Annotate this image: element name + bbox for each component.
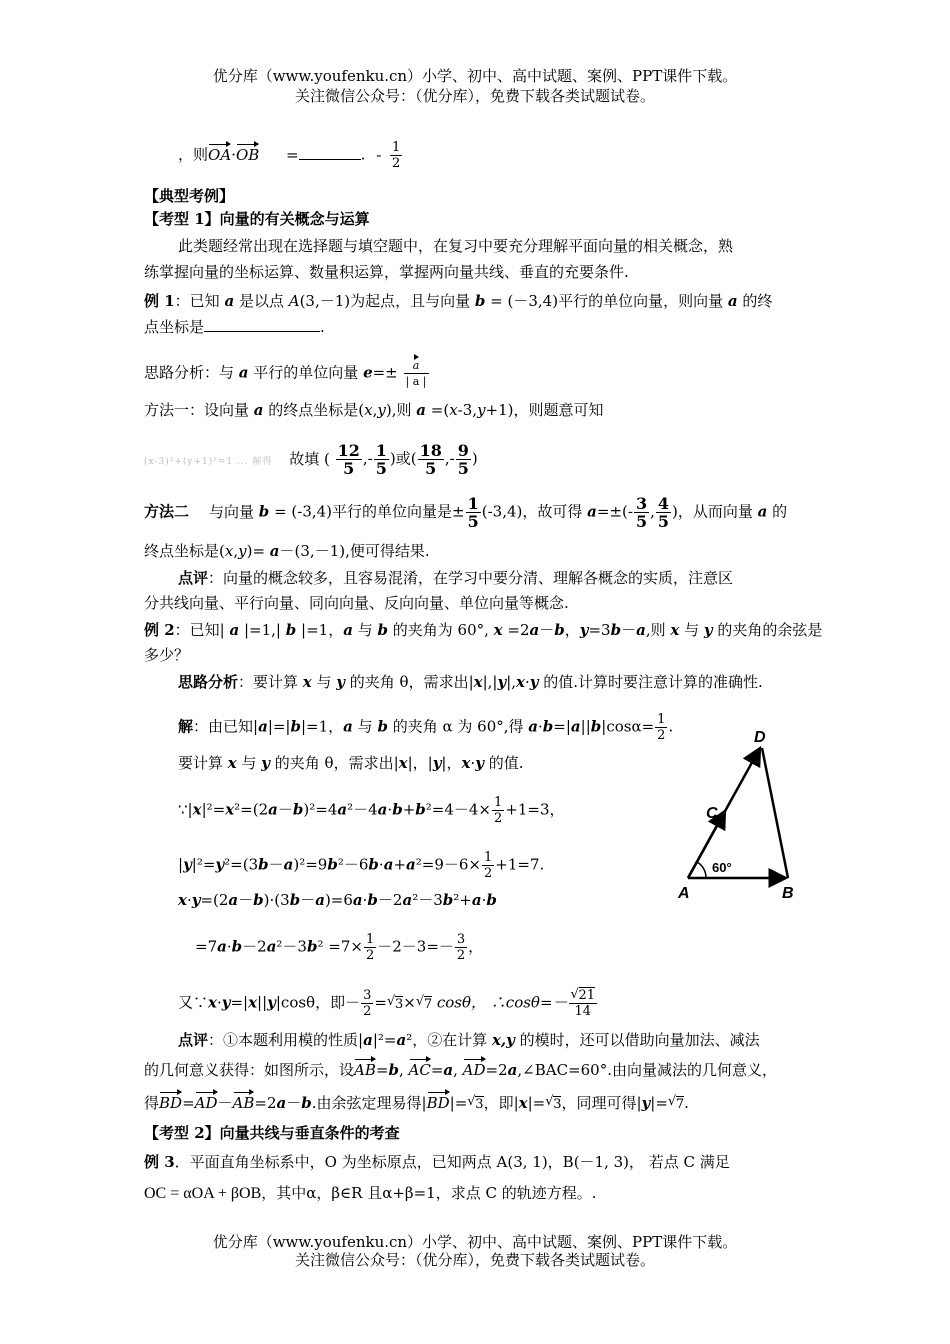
equation-4: =7a·b－2a²－3b² =7× $\frac{1}{2}$ －2－3=－ $\frac{3}{2}$ ， <box>195 932 484 963</box>
equation-1: ∵|x|²=x²=(2a－b)²=4a²－4a·b+b²=4－4× $\frac{1}{2}$ +1=3， <box>178 795 565 826</box>
segment-bd <box>762 748 788 878</box>
example-2-line-2: 多少？ <box>144 646 190 664</box>
label-b: B <box>782 885 794 902</box>
label-c: C <box>706 805 718 822</box>
fangfa-2-line-2: 终点坐标是(x,y)= a－(3,－1),便可得结果. <box>144 542 430 560</box>
example-1-line-2: 点坐标是 . <box>144 318 325 336</box>
blurred-equation: (x-3)²+(y+1)²=1 ... 解得 <box>144 456 273 467</box>
silu-1: 思路分析：与 a 平行的单位向量 e=± $\frac{a}{| a |}$ <box>144 359 427 388</box>
angle-arc <box>697 862 706 878</box>
footer-line-1: 优分库（www.youfenku.cn）小学、初中、高中试题、案例、PPT课件下载。 <box>212 1233 738 1251</box>
dianping-2-line-2: 的几何意义获得：如图所示，设AB=b, AC=a, AD=2a,∠BAC=60°.由向量减法的几何意义， <box>144 1061 777 1079</box>
equation-5: 又∵x·y=|x||y|cosθ，即－ $\frac{3}{2}$ =√ 3×√ 7 cosθ， ∴cosθ=－ √ $\frac{21}{14}$ <box>178 988 598 1019</box>
header-line-2: 关注微信公众号：（优分库），免费下载各类试题试卷。 <box>294 87 655 105</box>
jie-line-2: 要计算 x 与 y 的夹角 θ，需求出|x|，|y|，x·y 的值. <box>178 754 524 772</box>
dianping-1-line-1: 点评：向量的概念较多，且容易混淆，在学习中要分清、理解各概念的实质，注意区 <box>178 569 734 587</box>
triangle-figure <box>670 720 810 905</box>
fangfa-1: 方法一：设向量 a 的终点坐标是(x,y),则 a =(x-3,y+1)，则题意可知 <box>144 401 604 419</box>
example-3-line-2: OC = αOA + βOB，其中α，β∈R 且α+β=1，求点 C 的轨迹方程。. <box>144 1184 597 1202</box>
kaoxing-2-title: 【考型 2】向量共线与垂直条件的考查 <box>144 1124 400 1142</box>
dianping-2-line-3: 得BD=AD－AB=2a－b.由余弦定理易得|BD|=√ 3，即|x|=√ 3，同理可得|y|=√ 7. <box>144 1093 689 1115</box>
kaoxing-1-title: 【考型 1】向量的有关概念与运算 <box>144 210 370 228</box>
intro-line-1: 此类题经常出现在选择题与填空题中，在复习中要充分理解平面向量的相关概念，熟 <box>178 237 734 255</box>
dianping-1-line-2: 分共线向量、平行向量、同向向量、反向向量、单位向量等概念. <box>144 594 569 612</box>
dianping-2-line-1: 点评：①本题利用模的性质|a|²=a²，②在计算 x,y 的模时，还可以借助向量加法、减法 <box>178 1031 760 1049</box>
label-d: D <box>754 729 766 746</box>
example-3-line-1: 例 3．平面直角坐标系中，O 为坐标原点，已知两点 A(3, 1)，B(－1, 3)， 若点 C 满足 <box>144 1153 730 1171</box>
header-line-1: 优分库（www.youfenku.cn）小学、初中、高中试题、案例、PPT课件下载。 <box>212 67 738 85</box>
intro-line-2: 练掌握向量的坐标运算、数量积运算，掌握两向量共线、垂直的充要条件. <box>144 263 629 281</box>
equation-2: |y|²=y²=(3b－a)²=9b²－6b·a+a²=9－6× $\frac{1}{2}$ +1=7. <box>178 850 545 881</box>
top-formula-line: ，则OA·OB = . - $\frac{1}{2}$ <box>178 140 401 171</box>
jie-line-1: 解：由已知|a|=|b|=1，a 与 b 的夹角 α 为 60°,得 a·b=|a||b|cosα= $\frac{1}{2}$ . <box>178 712 674 743</box>
equation-3: x·y=(2a－b)·(3b－a)=6a·b－2a²－3b²+a·b <box>178 891 497 909</box>
example-2-line-1: 例 2：已知| a |=1,| b |=1，a 与 b 的夹角为 60°, x =2a－b，y=3b－a,则 x 与 y 的夹角的余弦是 <box>144 621 823 639</box>
section-title: 【典型考例】 <box>144 187 235 205</box>
footer-line-2: 关注微信公众号：（优分库），免费下载各类试题试卷。 <box>294 1251 655 1269</box>
fangfa-1-answer: (x-3)²+(y+1)²=1 ... 解得 故填 ( $\frac{12}{5}$ ,- $\frac{1}{5}$ )或( $\frac{18}{5}$ ,- $\frac{9}{5}$ ) <box>144 441 478 478</box>
fangfa-2: 方法二 与向量 b = (-3,4)平行的单位向量是± $\frac{1}{5}$ (-3,4)，故可得 a=±(- $\frac{3}{5}$ , $\frac{4}{5}$ )，从而向量 a 的 <box>144 494 788 531</box>
label-angle: 60° <box>712 860 732 875</box>
label-a: A <box>678 885 690 902</box>
example-1-line-1: 例 1：已知 a 是以点 A(3,－1)为起点，且与向量 b = (－3,4)平行的单位向量，则向量 a 的终 <box>144 292 773 310</box>
silu-2: 思路分析：要计算 x 与 y 的夹角 θ，需求出|x|,|y|,x·y 的值.计算时要注意计算的准确性. <box>178 673 763 691</box>
